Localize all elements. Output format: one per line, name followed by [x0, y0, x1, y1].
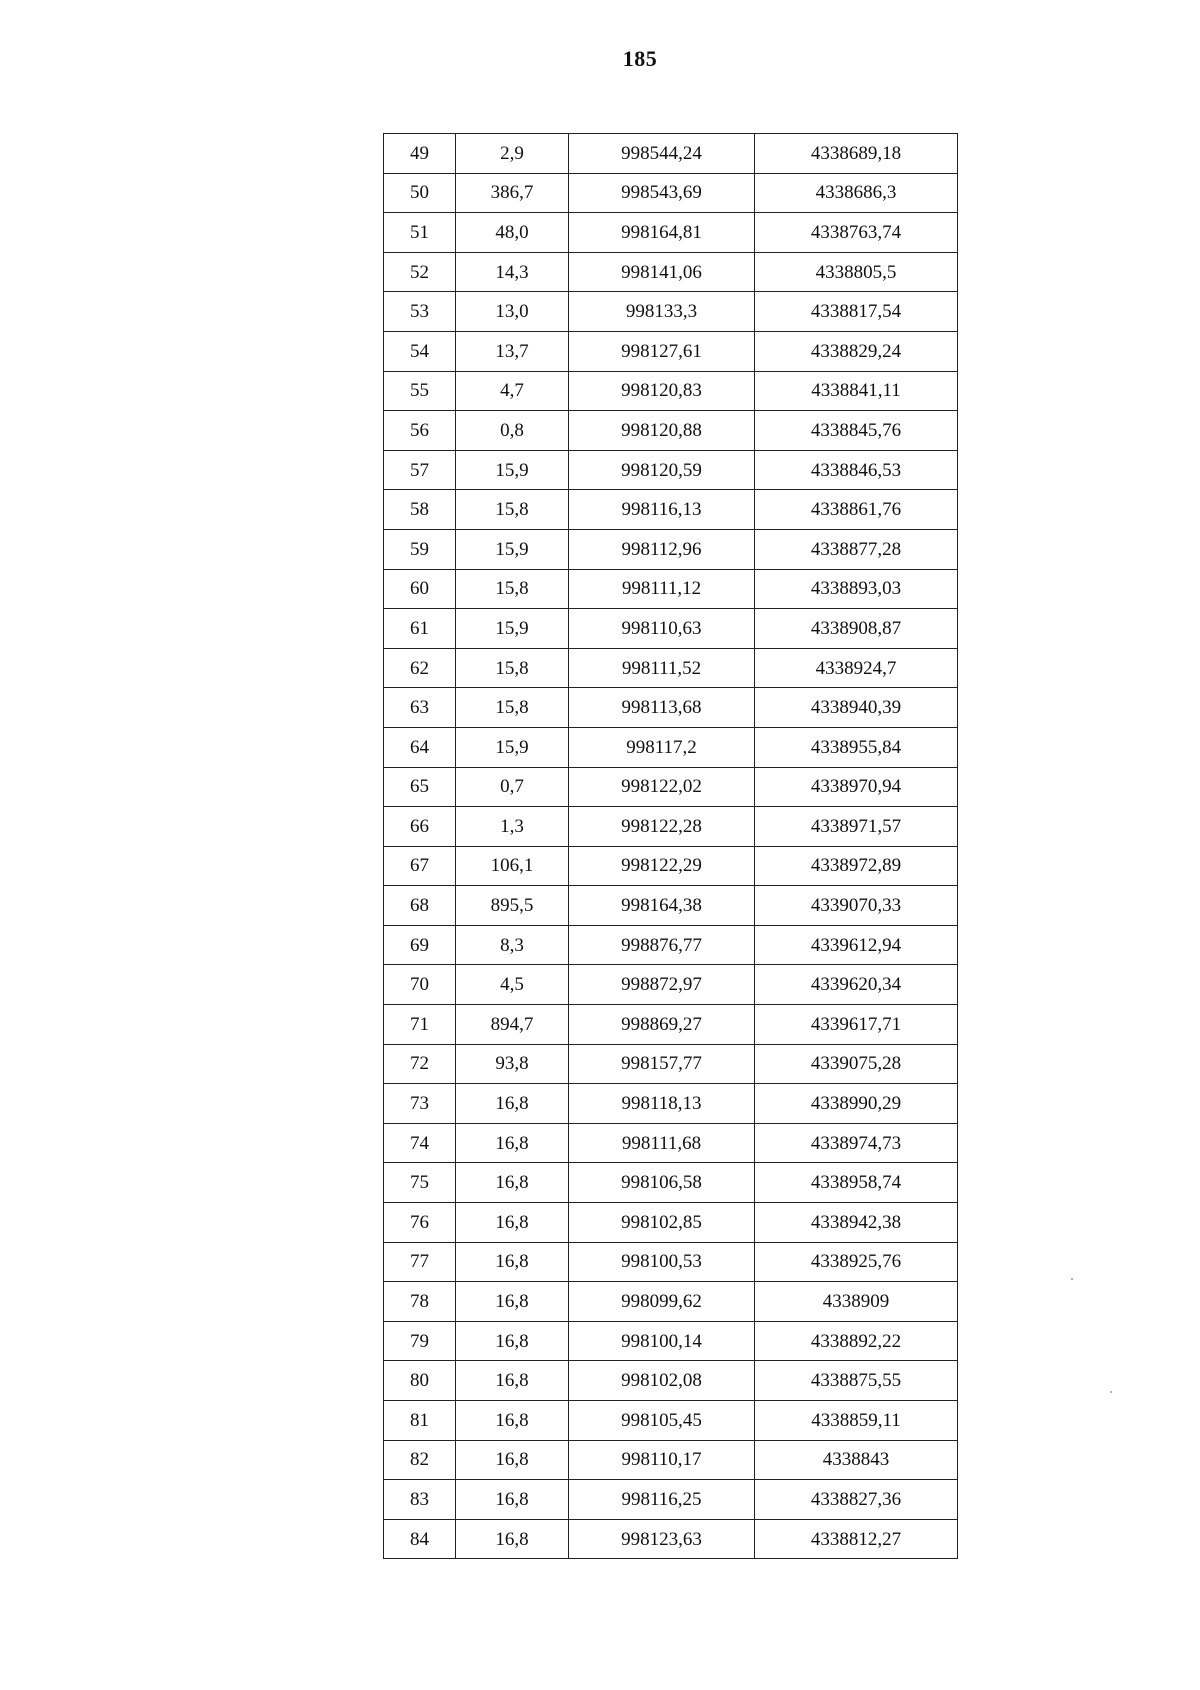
- y-coordinate-cell: 4338974,73: [755, 1123, 958, 1163]
- length-cell: 16,8: [456, 1361, 569, 1401]
- table-row: [384, 1123, 958, 1163]
- table-row: [384, 450, 958, 490]
- x-coordinate-cell: 998123,63: [569, 1519, 755, 1559]
- y-coordinate-cell: 4338877,28: [755, 529, 958, 569]
- x-coordinate-cell: 998872,97: [569, 965, 755, 1005]
- length-cell: 48,0: [456, 213, 569, 253]
- length-cell: 4,7: [456, 371, 569, 411]
- x-coordinate-cell: 998102,08: [569, 1361, 755, 1401]
- length-cell: 15,8: [456, 648, 569, 688]
- table-row: [384, 727, 958, 767]
- table-row: [384, 965, 958, 1005]
- point-number-cell: 50: [384, 173, 456, 213]
- y-coordinate-cell: 4338875,55: [755, 1361, 958, 1401]
- table-row: [384, 1401, 958, 1441]
- table-row: [384, 569, 958, 609]
- y-coordinate-cell: 4338829,24: [755, 331, 958, 371]
- table-row: [384, 1044, 958, 1084]
- table-row: [384, 1519, 958, 1559]
- y-coordinate-cell: 4338958,74: [755, 1163, 958, 1203]
- x-coordinate-cell: 998118,13: [569, 1084, 755, 1124]
- point-number-cell: 76: [384, 1203, 456, 1243]
- table-row: [384, 529, 958, 569]
- y-coordinate-cell: 4338812,27: [755, 1519, 958, 1559]
- length-cell: 15,9: [456, 529, 569, 569]
- point-number-cell: 79: [384, 1321, 456, 1361]
- x-coordinate-cell: 998157,77: [569, 1044, 755, 1084]
- page-number: 185: [622, 46, 658, 71]
- y-coordinate-cell: 4338859,11: [755, 1401, 958, 1441]
- length-cell: 1,3: [456, 807, 569, 847]
- x-coordinate-cell: 998164,38: [569, 886, 755, 926]
- table-row: [384, 846, 958, 886]
- point-number-cell: 81: [384, 1401, 456, 1441]
- y-coordinate-cell: 4338908,87: [755, 609, 958, 649]
- x-coordinate-cell: 998543,69: [569, 173, 755, 213]
- length-cell: 16,8: [456, 1163, 569, 1203]
- length-cell: 0,7: [456, 767, 569, 807]
- length-cell: 15,9: [456, 450, 569, 490]
- x-coordinate-cell: 998099,62: [569, 1282, 755, 1322]
- table-row: [384, 1163, 958, 1203]
- length-cell: 16,8: [456, 1282, 569, 1322]
- y-coordinate-cell: 4338924,7: [755, 648, 958, 688]
- point-number-cell: 78: [384, 1282, 456, 1322]
- table-row: [384, 331, 958, 371]
- table-row: [384, 648, 958, 688]
- length-cell: 93,8: [456, 1044, 569, 1084]
- table-row: [384, 1440, 958, 1480]
- point-number-cell: 56: [384, 411, 456, 451]
- table-row: [384, 1242, 958, 1282]
- point-number-cell: 75: [384, 1163, 456, 1203]
- x-coordinate-cell: 998100,53: [569, 1242, 755, 1282]
- length-cell: 13,0: [456, 292, 569, 332]
- y-coordinate-cell: 4338972,89: [755, 846, 958, 886]
- length-cell: 4,5: [456, 965, 569, 1005]
- y-coordinate-cell: 4339612,94: [755, 925, 958, 965]
- x-coordinate-cell: 998122,29: [569, 846, 755, 886]
- y-coordinate-cell: 4338845,76: [755, 411, 958, 451]
- point-number-cell: 82: [384, 1440, 456, 1480]
- length-cell: 0,8: [456, 411, 569, 451]
- table-row: [384, 1203, 958, 1243]
- table-row: [384, 1282, 958, 1322]
- y-coordinate-cell: 4338940,39: [755, 688, 958, 728]
- length-cell: 16,8: [456, 1242, 569, 1282]
- y-coordinate-cell: 4338827,36: [755, 1480, 958, 1520]
- y-coordinate-cell: 4338909: [755, 1282, 958, 1322]
- length-cell: 15,8: [456, 688, 569, 728]
- scan-speck: [1071, 1278, 1073, 1280]
- x-coordinate-cell: 998110,17: [569, 1440, 755, 1480]
- point-number-cell: 67: [384, 846, 456, 886]
- point-number-cell: 59: [384, 529, 456, 569]
- y-coordinate-cell: 4339620,34: [755, 965, 958, 1005]
- table-row: [384, 134, 958, 174]
- point-number-cell: 72: [384, 1044, 456, 1084]
- length-cell: 16,8: [456, 1203, 569, 1243]
- length-cell: 386,7: [456, 173, 569, 213]
- x-coordinate-cell: 998117,2: [569, 727, 755, 767]
- x-coordinate-cell: 998122,28: [569, 807, 755, 847]
- x-coordinate-cell: 998120,88: [569, 411, 755, 451]
- y-coordinate-cell: 4339070,33: [755, 886, 958, 926]
- x-coordinate-cell: 998102,85: [569, 1203, 755, 1243]
- length-cell: 14,3: [456, 252, 569, 292]
- table-row: [384, 1480, 958, 1520]
- x-coordinate-cell: 998116,25: [569, 1480, 755, 1520]
- x-coordinate-cell: 998112,96: [569, 529, 755, 569]
- point-number-cell: 64: [384, 727, 456, 767]
- table-row: [384, 925, 958, 965]
- scan-speck: [1110, 1391, 1112, 1393]
- point-number-cell: 70: [384, 965, 456, 1005]
- point-number-cell: 62: [384, 648, 456, 688]
- y-coordinate-cell: 4338846,53: [755, 450, 958, 490]
- x-coordinate-cell: 998111,12: [569, 569, 755, 609]
- point-number-cell: 51: [384, 213, 456, 253]
- length-cell: 16,8: [456, 1123, 569, 1163]
- point-number-cell: 71: [384, 1005, 456, 1045]
- table-row: [384, 252, 958, 292]
- x-coordinate-cell: 998869,27: [569, 1005, 755, 1045]
- length-cell: 16,8: [456, 1440, 569, 1480]
- point-number-cell: 69: [384, 925, 456, 965]
- point-number-cell: 73: [384, 1084, 456, 1124]
- x-coordinate-cell: 998120,83: [569, 371, 755, 411]
- y-coordinate-cell: 4338861,76: [755, 490, 958, 530]
- y-coordinate-cell: 4338805,5: [755, 252, 958, 292]
- x-coordinate-cell: 998876,77: [569, 925, 755, 965]
- table-row: [384, 213, 958, 253]
- table-row: [384, 807, 958, 847]
- table-body: [384, 134, 958, 1559]
- y-coordinate-cell: 4339617,71: [755, 1005, 958, 1045]
- length-cell: 106,1: [456, 846, 569, 886]
- point-number-cell: 58: [384, 490, 456, 530]
- length-cell: 15,8: [456, 569, 569, 609]
- coordinates-table: [383, 133, 958, 1559]
- y-coordinate-cell: 4338955,84: [755, 727, 958, 767]
- point-number-cell: 83: [384, 1480, 456, 1520]
- length-cell: 16,8: [456, 1084, 569, 1124]
- y-coordinate-cell: 4338971,57: [755, 807, 958, 847]
- y-coordinate-cell: 4338763,74: [755, 213, 958, 253]
- length-cell: 15,9: [456, 727, 569, 767]
- point-number-cell: 68: [384, 886, 456, 926]
- length-cell: 8,3: [456, 925, 569, 965]
- y-coordinate-cell: 4338689,18: [755, 134, 958, 174]
- x-coordinate-cell: 998141,06: [569, 252, 755, 292]
- point-number-cell: 84: [384, 1519, 456, 1559]
- x-coordinate-cell: 998105,45: [569, 1401, 755, 1441]
- length-cell: 16,8: [456, 1519, 569, 1559]
- y-coordinate-cell: 4338843: [755, 1440, 958, 1480]
- length-cell: 16,8: [456, 1480, 569, 1520]
- x-coordinate-cell: 998127,61: [569, 331, 755, 371]
- point-number-cell: 80: [384, 1361, 456, 1401]
- x-coordinate-cell: 998133,3: [569, 292, 755, 332]
- table-row: [384, 371, 958, 411]
- table-row: [384, 490, 958, 530]
- y-coordinate-cell: 4338686,3: [755, 173, 958, 213]
- table-row: [384, 1084, 958, 1124]
- x-coordinate-cell: 998111,68: [569, 1123, 755, 1163]
- point-number-cell: 55: [384, 371, 456, 411]
- table-row: [384, 886, 958, 926]
- x-coordinate-cell: 998106,58: [569, 1163, 755, 1203]
- point-number-cell: 57: [384, 450, 456, 490]
- point-number-cell: 54: [384, 331, 456, 371]
- table-row: [384, 173, 958, 213]
- point-number-cell: 77: [384, 1242, 456, 1282]
- x-coordinate-cell: 998113,68: [569, 688, 755, 728]
- y-coordinate-cell: 4338925,76: [755, 1242, 958, 1282]
- length-cell: 895,5: [456, 886, 569, 926]
- table-row: [384, 688, 958, 728]
- x-coordinate-cell: 998122,02: [569, 767, 755, 807]
- y-coordinate-cell: 4338817,54: [755, 292, 958, 332]
- table-row: [384, 767, 958, 807]
- point-number-cell: 61: [384, 609, 456, 649]
- y-coordinate-cell: 4339075,28: [755, 1044, 958, 1084]
- x-coordinate-cell: 998111,52: [569, 648, 755, 688]
- table-row: [384, 1361, 958, 1401]
- y-coordinate-cell: 4338942,38: [755, 1203, 958, 1243]
- point-number-cell: 60: [384, 569, 456, 609]
- length-cell: 16,8: [456, 1401, 569, 1441]
- x-coordinate-cell: 998120,59: [569, 450, 755, 490]
- y-coordinate-cell: 4338892,22: [755, 1321, 958, 1361]
- point-number-cell: 52: [384, 252, 456, 292]
- table-row: [384, 1321, 958, 1361]
- x-coordinate-cell: 998544,24: [569, 134, 755, 174]
- point-number-cell: 49: [384, 134, 456, 174]
- length-cell: 15,8: [456, 490, 569, 530]
- length-cell: 13,7: [456, 331, 569, 371]
- table-row: [384, 609, 958, 649]
- point-number-cell: 53: [384, 292, 456, 332]
- x-coordinate-cell: 998164,81: [569, 213, 755, 253]
- point-number-cell: 66: [384, 807, 456, 847]
- x-coordinate-cell: 998110,63: [569, 609, 755, 649]
- y-coordinate-cell: 4338990,29: [755, 1084, 958, 1124]
- length-cell: 15,9: [456, 609, 569, 649]
- point-number-cell: 65: [384, 767, 456, 807]
- point-number-cell: 74: [384, 1123, 456, 1163]
- length-cell: 2,9: [456, 134, 569, 174]
- table-row: [384, 411, 958, 451]
- table-row: [384, 1005, 958, 1045]
- x-coordinate-cell: 998116,13: [569, 490, 755, 530]
- y-coordinate-cell: 4338970,94: [755, 767, 958, 807]
- table-row: [384, 292, 958, 332]
- y-coordinate-cell: 4338893,03: [755, 569, 958, 609]
- x-coordinate-cell: 998100,14: [569, 1321, 755, 1361]
- y-coordinate-cell: 4338841,11: [755, 371, 958, 411]
- point-number-cell: 63: [384, 688, 456, 728]
- length-cell: 894,7: [456, 1005, 569, 1045]
- length-cell: 16,8: [456, 1321, 569, 1361]
